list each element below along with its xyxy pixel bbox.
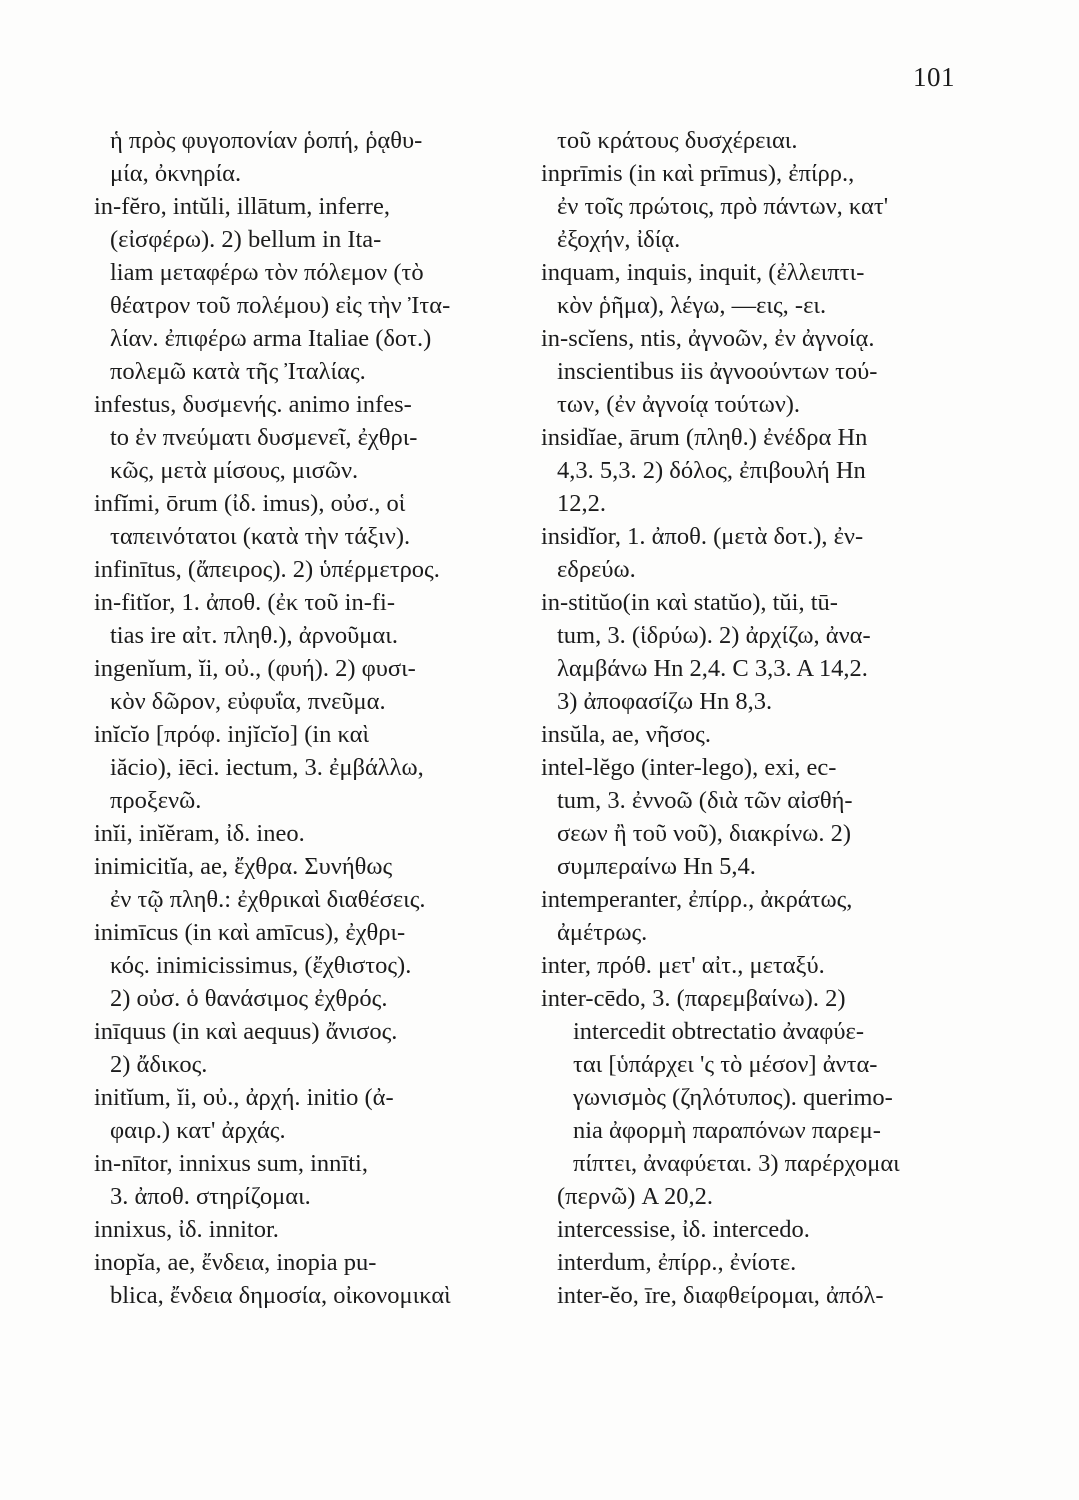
- entry-line: initĭum, ĭi, οὐ., ἀρχή. initio (ἀ-: [94, 1084, 394, 1111]
- entry-line: in-nītor, innixus sum, innīti,: [94, 1150, 368, 1177]
- entry-line: inīquus (in καὶ aequus) ἄνισος.: [94, 1018, 398, 1045]
- entry-line: inscientibus iis ἀγνοούντων τού-: [557, 358, 878, 385]
- entry-line: iăcio), iēci. iectum, 3. ἐμβάλλω,: [110, 754, 424, 781]
- entry-line: inimīcus (in καὶ amīcus), ἐχθρι-: [94, 919, 406, 946]
- entry-line: κὸν δῶρον, εὐφυΐα, πνεῦμα.: [110, 688, 386, 715]
- entry-line: to ἐν πνεύματι δυσμενεῖ, ἐχθρι-: [110, 424, 418, 451]
- entry-line: ἡ πρὸς φυγοπονίαν ῥοπή, ῥᾳθυ-: [110, 127, 423, 154]
- right-column: [541, 124, 996, 1312]
- entry-line: inter-ĕo, īre, διαφθείρομαι, ἀπόλ-: [557, 1282, 884, 1309]
- entry-line: intercedit obtrectatio ἀναφύε-: [573, 1018, 864, 1045]
- entry-line: λαμβάνω Hn 2,4. C 3,3. A 14,2.: [557, 655, 868, 682]
- entry-line: intercessise, ἰδ. intercedo.: [557, 1216, 810, 1243]
- entry-line: liam μεταφέρω τὸν πόλεμον (τὸ: [110, 259, 424, 286]
- entry-line: προξενῶ.: [110, 787, 202, 814]
- entry-line: συμπεραίνω Hn 5,4.: [557, 853, 756, 880]
- entry-line: inquam, inquis, inquit, (ἐλλειπτι-: [541, 259, 865, 286]
- entry-line: intemperanter, ἐπίρρ., ἀκράτως,: [541, 886, 853, 913]
- entry-line: (εἰσφέρω). 2) bellum in Ita-: [110, 226, 382, 253]
- entry-line: θέατρον τοῦ πολέμου) εἰς τὴν Ἰτα-: [110, 292, 451, 319]
- entry-line: πολεμῶ κατὰ τῆς Ἰταλίας.: [110, 358, 366, 385]
- entry-line: inopĭa, ae, ἔνδεια, inopia pu-: [94, 1249, 377, 1276]
- entry-line: in-scĭens, ntis, ἀγνοῶν, ἐν ἀγνοίᾳ.: [541, 325, 875, 352]
- entry-line: τοῦ κράτους δυσχέρειαι.: [557, 127, 798, 154]
- entry-line: infĭmi, ōrum (ἰδ. imus), οὐσ., οἱ: [94, 490, 406, 517]
- entry-line: insidĭor, 1. ἀποθ. (μετὰ δοτ.), ἐν-: [541, 523, 864, 550]
- entry-line: 4,3. 5,3. 2) δόλος, ἐπιβουλή Hn: [557, 457, 866, 484]
- entry-line: tum, 3. (ἱδρύω). 2) ἀρχίζω, ἀνα-: [557, 622, 871, 649]
- entry-line: ἀμέτρως.: [557, 919, 648, 946]
- entry-line: κός. inimicissimus, (ἔχθιστος).: [110, 952, 412, 979]
- entry-line: 3) ἀποφασίζω Hn 8,3.: [557, 688, 773, 715]
- entry-line: 12,2.: [557, 490, 606, 517]
- entry-line: κὸν ῥῆμα), λέγω, —εις, -ει.: [557, 292, 827, 319]
- entry-line: ται [ὑπάρχει 'ς τὸ μέσον] ἀντα-: [573, 1051, 878, 1078]
- entry-line: intel-lĕgo (inter-lego), exi, ec-: [541, 754, 837, 781]
- entry-line: in-fĕro, intŭli, illātum, inferre,: [94, 193, 390, 220]
- entry-line: tum, 3. ἐννοῶ (διὰ τῶν αἰσθή-: [557, 787, 853, 814]
- entry-line: insidĭae, ārum (πληθ.) ἐνέδρα Hn: [541, 424, 868, 451]
- entry-line: μία, ὀκνηρία.: [110, 160, 242, 187]
- entry-line: inĭcĭo [πρόφ. injĭcĭo] (in καὶ: [94, 721, 370, 748]
- entry-line: in-stitŭo(in καὶ statŭo), tŭi, tū-: [541, 589, 838, 616]
- entry-line: 2) οὐσ. ὁ θανάσιμος ἐχθρός.: [110, 985, 388, 1012]
- entry-line: γωνισμὸς (ζηλότυπος). querimo-: [573, 1084, 893, 1111]
- entry-line: ἐν τῷ πληθ.: ἐχθρικαὶ διαθέσεις.: [110, 886, 426, 913]
- entry-line: inprīmis (in καὶ prīmus), ἐπίρρ.,: [541, 160, 855, 187]
- entry-line: λίαν. ἐπιφέρω arma Italiae (δοτ.): [110, 325, 432, 352]
- entry-line: infinītus, (ἄπειρος). 2) ὑπέρμετρος.: [94, 556, 440, 583]
- entry-line: inter-cēdo, 3. (παρεμβαίνω). 2): [541, 985, 846, 1012]
- entry-line: φαιρ.) κατ' ἀρχάς.: [110, 1117, 286, 1144]
- page-number: 101: [913, 62, 955, 92]
- entry-line: 2) ἄδικος.: [110, 1051, 208, 1078]
- left-column: [94, 124, 524, 1312]
- entry-line: infestus, δυσμενής. animo infes-: [94, 391, 412, 418]
- entry-line: interdum, ἐπίρρ., ἐνίοτε.: [557, 1249, 797, 1276]
- entry-line: tias ire αἰτ. πληθ.), ἀρνοῦμαι.: [110, 622, 398, 649]
- entry-line: ἐξοχήν, ἰδίᾳ.: [557, 226, 681, 253]
- entry-line: in-fitĭor, 1. ἀποθ. (ἐκ τοῦ in-fi-: [94, 589, 396, 616]
- entry-line: πίπτει, ἀναφύεται. 3) παρέρχομαι: [573, 1150, 900, 1177]
- entry-line: nia ἀφορμὴ παραπόνων παρεμ-: [573, 1117, 881, 1144]
- entry-line: σεων ἢ τοῦ νοῦ), διακρίνω. 2): [557, 820, 851, 847]
- entry-line: κῶς, μετὰ μίσους, μισῶν.: [110, 457, 359, 484]
- entry-line: ingenĭum, ĭi, οὐ., (φυή). 2) φυσι-: [94, 655, 416, 682]
- entry-line: blica, ἔνδεια δημοσία, οἰκονομικαὶ: [110, 1282, 451, 1309]
- entry-line: (περνῶ) A 20,2.: [557, 1183, 713, 1210]
- entry-line: insŭla, ae, νῆσος.: [541, 721, 711, 748]
- entry-line: ταπεινότατοι (κατὰ τὴν τάξιν).: [110, 523, 411, 550]
- entry-line: inimicitĭa, ae, ἔχθρα. Συνήθως: [94, 853, 393, 880]
- entry-line: εδρεύω.: [557, 556, 636, 583]
- entry-line: inter, πρόθ. μετ' αἰτ., μεταξύ.: [541, 952, 825, 979]
- entry-line: ἐν τοῖς πρώτοις, πρὸ πάντων, κατ': [557, 193, 889, 220]
- entry-line: 3. ἀποθ. στηρίζομαι.: [110, 1183, 311, 1210]
- entry-line: innixus, ἰδ. innitor.: [94, 1216, 279, 1243]
- entry-line: των, (ἐν ἀγνοίᾳ τούτων).: [557, 391, 801, 418]
- entry-line: inĭi, inĭĕram, ἰδ. ineo.: [94, 820, 305, 847]
